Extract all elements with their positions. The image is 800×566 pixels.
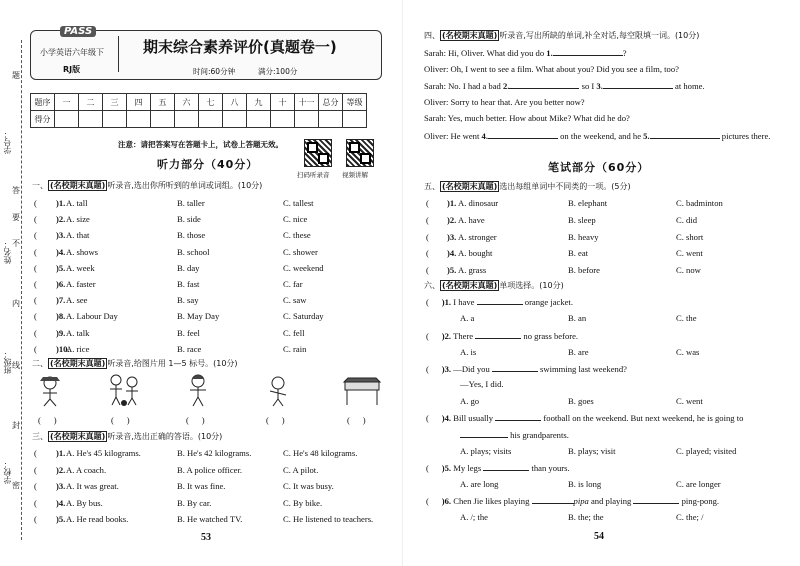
answer-paren[interactable]: (: [426, 214, 429, 225]
time-label: 时间:60分钟: [193, 67, 236, 76]
picture-answer-blank[interactable]: ( ): [266, 415, 285, 425]
option-c[interactable]: C. are longer: [676, 479, 721, 489]
option-b[interactable]: B. sleep: [568, 214, 596, 225]
answer-paren[interactable]: (: [34, 295, 37, 306]
answer-paren[interactable]: (: [34, 327, 37, 338]
question-number: )6.: [56, 279, 66, 289]
option-a[interactable]: A. week: [66, 262, 95, 273]
option-a[interactable]: A. is: [460, 347, 477, 357]
section-heading: 一、 (名校期末真题) 听录音,选出你所听到的单词或词组。(10分): [32, 181, 263, 190]
option-c[interactable]: C. nice: [283, 214, 308, 225]
margin-decor: 不: [12, 239, 20, 248]
answer-paren[interactable]: (: [34, 279, 37, 289]
question-number: )2.: [447, 214, 457, 225]
option-b[interactable]: B. plays; visit: [568, 446, 616, 456]
option-b[interactable]: B. goes: [568, 396, 594, 406]
answer-paren[interactable]: (: [34, 246, 37, 257]
option-b[interactable]: B. eat: [568, 248, 589, 259]
answer-paren[interactable]: (: [34, 464, 37, 475]
option-b[interactable]: B. an: [568, 313, 587, 323]
option-a[interactable]: A. It was great.: [66, 481, 119, 491]
answer-paren[interactable]: (: [34, 343, 37, 354]
option-c[interactable]: C. shower: [283, 246, 318, 257]
answer-paren[interactable]: (: [426, 231, 429, 242]
margin-decor: 答: [12, 186, 20, 195]
option-c[interactable]: C. He's 48 kilograms.: [283, 448, 358, 458]
answer-blank[interactable]: [460, 429, 508, 438]
picture-answer-blank[interactable]: ( ): [111, 415, 130, 425]
question-number: )1.: [447, 198, 457, 208]
option-a[interactable]: A. He read books.: [66, 514, 129, 524]
question-number: )10.: [56, 343, 70, 354]
section-heading: 六、 (名校期末真题) 单项选择。(10分): [424, 281, 564, 290]
margin-label-name: 姓名：: [3, 240, 12, 264]
question-number: )1.: [56, 198, 66, 208]
question-number: )4.: [447, 248, 457, 259]
margin-decor: 题: [12, 71, 20, 80]
dialogue-line: Sarah: No. I had a bad 2. so I 3. at home.: [424, 81, 705, 92]
answer-blank[interactable]: [553, 47, 623, 56]
answer-blank[interactable]: [603, 80, 673, 89]
page-number-left: 53: [201, 532, 211, 543]
picture-answer-blank[interactable]: ( ): [186, 415, 205, 425]
option-b[interactable]: B. taller: [177, 198, 205, 208]
dialogue-line: Oliver: Oh, I went to see a film. What about you? Did you see a film, too?: [424, 63, 679, 74]
option-c[interactable]: C. went: [676, 248, 703, 259]
margin-decor: 密: [12, 481, 20, 490]
option-c[interactable]: C. saw: [283, 295, 307, 306]
answer-paren[interactable]: (: [34, 514, 37, 524]
boy-icon: [35, 375, 65, 407]
option-c[interactable]: C. did: [676, 214, 698, 225]
option-a[interactable]: A. stronger: [458, 231, 497, 242]
option-c[interactable]: C. the: [676, 313, 697, 323]
option-c[interactable]: C. weekend: [283, 262, 324, 273]
option-b[interactable]: B. fast: [177, 279, 200, 289]
answer-blank[interactable]: [532, 495, 574, 504]
score-input[interactable]: [295, 111, 319, 128]
fold-line: [402, 0, 403, 566]
option-c[interactable]: C. It was busy.: [283, 481, 334, 491]
margin-decor: 封: [12, 421, 20, 430]
score-input[interactable]: [319, 111, 343, 128]
option-b[interactable]: B. race: [177, 343, 202, 354]
option-b[interactable]: B. By car.: [177, 497, 212, 508]
score-input[interactable]: [343, 111, 367, 128]
score-row-label: 得分: [31, 111, 55, 128]
answer-blank[interactable]: [650, 130, 720, 139]
option-b[interactable]: B. say: [177, 295, 199, 306]
score-cell: 九: [247, 94, 271, 111]
option-b[interactable]: B. school: [177, 246, 210, 257]
option-c[interactable]: C. short: [676, 231, 704, 242]
option-b[interactable]: B. May Day: [177, 311, 220, 322]
option-c[interactable]: C. these: [283, 230, 311, 241]
option-a[interactable]: A. size: [66, 214, 90, 225]
answer-blank[interactable]: [633, 495, 679, 504]
question-number: )7.: [56, 295, 66, 306]
margin-label-xuehao: 学号：: [3, 130, 12, 154]
score-cell: 八: [223, 94, 247, 111]
question: ( )1. I have orange jacket.: [426, 297, 573, 307]
margin-label-school: 学校：: [3, 460, 12, 484]
option-c[interactable]: C. A pilot.: [283, 464, 319, 475]
answer-paren[interactable]: (: [34, 262, 37, 273]
option-b[interactable]: B. He watched TV.: [177, 514, 243, 524]
option-b[interactable]: B. are: [568, 347, 589, 357]
option-c[interactable]: C. By bike.: [283, 497, 323, 508]
answer-paren[interactable]: (: [34, 311, 37, 322]
question-number: )5.: [56, 514, 66, 524]
section-heading: 二、 (名校期末真题) 听录音,给图片用 1—5 标号。(10分): [32, 359, 238, 368]
option-c[interactable]: C. played; visited: [676, 446, 737, 456]
dialogue-line: Sarah: Yes, much better. How about Mike? What did he do?: [424, 113, 630, 124]
option-a[interactable]: A. He's 45 kilograms.: [66, 448, 141, 458]
writing-title: 笔试部分（60分）: [548, 161, 650, 174]
score-input[interactable]: [223, 111, 247, 128]
margin-decor: 内: [12, 299, 20, 308]
option-b[interactable]: B. day: [177, 262, 200, 273]
option-b[interactable]: B. feel: [177, 327, 200, 338]
answer-paren[interactable]: (: [426, 198, 429, 208]
option-c[interactable]: C. the; /: [676, 512, 704, 522]
answer-blank[interactable]: [492, 363, 538, 372]
option-c[interactable]: C. He listened to teachers.: [283, 514, 374, 524]
option-b[interactable]: B. He's 42 kilograms.: [177, 448, 252, 458]
answer-paren[interactable]: (: [426, 265, 429, 276]
question: ( )4. Bill usually football on the weekend. But next weekend, he is going to: [426, 413, 744, 423]
score-input[interactable]: [247, 111, 271, 128]
option-c[interactable]: C. Saturday: [283, 311, 324, 322]
question: ( )2. There no grass before.: [426, 331, 579, 341]
question-number: )5.: [56, 262, 66, 273]
answer-blank[interactable]: [509, 80, 579, 89]
score-cell: 六: [175, 94, 199, 111]
option-c[interactable]: C. badminton: [676, 198, 723, 208]
option-b[interactable]: B. the; the: [568, 512, 604, 522]
score-input[interactable]: [127, 111, 151, 128]
picture-answer-blank[interactable]: ( ): [347, 415, 366, 425]
question-number: )2.: [56, 464, 66, 475]
page-title: 期末综合素养评价(真题卷一): [143, 38, 337, 56]
option-c[interactable]: C. was: [676, 347, 700, 357]
answer-blank[interactable]: [495, 412, 541, 421]
answer-blank[interactable]: [477, 296, 523, 305]
header-divider: [118, 36, 119, 72]
section-heading: 五、 (名校期末真题) 选出每组单词中不同类的一项。(5分): [424, 182, 631, 191]
option-a[interactable]: A. faster: [66, 279, 96, 289]
score-cell: 二: [79, 94, 103, 111]
answer-blank[interactable]: [483, 462, 529, 471]
dialogue-line: Oliver: He went 4. on the weekend, and he 5. pictures there.: [424, 131, 771, 141]
option-a[interactable]: A. rice: [66, 343, 90, 354]
option-b[interactable]: B. side: [177, 214, 201, 225]
option-c[interactable]: C. tallest: [283, 198, 314, 208]
option-a[interactable]: A. plays; visits: [460, 446, 512, 456]
score-input[interactable]: [271, 111, 295, 128]
question-number: )3.: [56, 481, 66, 491]
binding-margin: [0, 0, 28, 566]
answer-paren[interactable]: (: [426, 248, 429, 259]
option-c[interactable]: C. far: [283, 279, 303, 289]
question-cont: his grandparents.: [460, 429, 569, 440]
section-heading: 三、 (名校期末真题) 听录音,选出正确的答语。(10分): [32, 432, 223, 441]
question-number: )8.: [56, 311, 66, 322]
option-a[interactable]: A. grass: [458, 265, 487, 276]
dialogue-line: Sarah: Hi, Oliver. What did you do 1. ?: [424, 48, 627, 58]
score-input[interactable]: [175, 111, 199, 128]
option-a[interactable]: A. Labour Day: [66, 311, 118, 322]
answer-paren[interactable]: (: [34, 481, 37, 491]
option-b[interactable]: B. It was fine.: [177, 481, 226, 491]
score-cell: 四: [127, 94, 151, 111]
question-reply: —Yes, I did.: [460, 379, 504, 389]
answer-blank[interactable]: [475, 330, 521, 339]
option-a[interactable]: A. that: [66, 230, 90, 241]
option-c[interactable]: C. rain: [283, 343, 307, 354]
question-number: )2.: [56, 214, 66, 225]
score-cell: 题序: [31, 94, 55, 111]
option-c[interactable]: C. now: [676, 265, 701, 276]
qr-caption: 视频讲解: [342, 171, 368, 179]
margin-decor: 要: [12, 213, 20, 222]
question-number: )1.: [56, 448, 66, 458]
option-a[interactable]: A. shows: [66, 246, 98, 257]
margin-label-class: 班级：: [3, 350, 12, 374]
question-number: )3.: [56, 230, 66, 241]
option-a[interactable]: A. a: [460, 313, 475, 323]
option-a[interactable]: A. tall: [66, 198, 88, 208]
desk-icon: [342, 376, 382, 406]
margin-decor: 线: [12, 361, 20, 370]
question-number: )5.: [447, 265, 457, 276]
option-a[interactable]: A. A coach.: [66, 464, 107, 475]
dialogue-line: Oliver: Sorry to hear that. Are you better now?: [424, 96, 585, 107]
option-a[interactable]: A. dinosaur: [458, 198, 499, 208]
score-cell: 等级: [343, 94, 367, 111]
kids-icon: [106, 373, 142, 407]
edition-label: RJ版: [63, 65, 81, 74]
question: ( )5. My legs than yours.: [426, 463, 570, 473]
score-cell: 三: [103, 94, 127, 111]
score-table: [30, 93, 367, 128]
section-heading: 四、 (名校期末真题) 听录音,写出所缺的单词,补全对话,每空限填一词。(10分): [424, 31, 700, 40]
option-a[interactable]: A. go: [460, 396, 480, 406]
option-b[interactable]: B. heavy: [568, 231, 599, 242]
score-cell: 十: [271, 94, 295, 111]
grade-label: 小学英语六年级下: [40, 48, 104, 57]
option-b[interactable]: B. elephant: [568, 198, 608, 208]
score-cell: 五: [151, 94, 175, 111]
score-input[interactable]: [79, 111, 103, 128]
qr-code-icon[interactable]: [304, 139, 332, 167]
question-number: )3.: [447, 231, 457, 242]
option-a[interactable]: A. are long: [460, 479, 499, 489]
option-a[interactable]: A. have: [458, 214, 485, 225]
question-number: )9.: [56, 327, 66, 338]
score-input[interactable]: [55, 111, 79, 128]
question-number: )4.: [56, 246, 66, 257]
option-a[interactable]: A. By bus.: [66, 497, 103, 508]
full-score-label: 满分:100分: [258, 67, 298, 76]
score-input[interactable]: [199, 111, 223, 128]
answer-blank[interactable]: [488, 130, 558, 139]
child-icon: [265, 375, 291, 407]
qr-code-icon[interactable]: [346, 139, 374, 167]
listening-title: 听力部分（40分）: [157, 158, 259, 171]
option-a[interactable]: A. see: [66, 295, 88, 306]
option-a[interactable]: A. /; the: [460, 512, 488, 522]
question-number: )4.: [56, 497, 66, 508]
score-cell: 一: [55, 94, 79, 111]
score-input[interactable]: [151, 111, 175, 128]
score-cell: 七: [199, 94, 223, 111]
answer-paren[interactable]: (: [34, 198, 37, 208]
answer-paren[interactable]: (: [34, 448, 37, 458]
option-c[interactable]: C. went: [676, 396, 703, 406]
girl-icon: [184, 373, 212, 407]
question: ( )6. Chen Jie likes playing pipa and playing ping-pong.: [426, 496, 720, 506]
answer-paren[interactable]: (: [34, 230, 37, 241]
qr-caption: 扫码听录音: [297, 171, 330, 179]
option-a[interactable]: A. bought: [458, 248, 493, 259]
page-number-right: 54: [594, 531, 604, 542]
option-b[interactable]: B. is long: [568, 479, 602, 489]
option-b[interactable]: B. before: [568, 265, 600, 276]
picture-answer-blank[interactable]: ( ): [38, 415, 57, 425]
pass-logo: PASS: [60, 26, 96, 37]
option-a[interactable]: A. talk: [66, 327, 90, 338]
score-cell: 总分: [319, 94, 343, 111]
notice: 注意：请把答案写在答题卡上，试卷上答题无效。: [118, 140, 283, 149]
answer-paren[interactable]: (: [34, 214, 37, 225]
answer-paren[interactable]: (: [34, 497, 37, 508]
option-b[interactable]: B. those: [177, 230, 206, 241]
question: ( )3. —Did you swimming last weekend?: [426, 364, 627, 374]
option-b[interactable]: B. A police officer.: [177, 464, 242, 475]
option-c[interactable]: C. fell: [283, 327, 305, 338]
score-cell: 十一: [295, 94, 319, 111]
score-input[interactable]: [103, 111, 127, 128]
